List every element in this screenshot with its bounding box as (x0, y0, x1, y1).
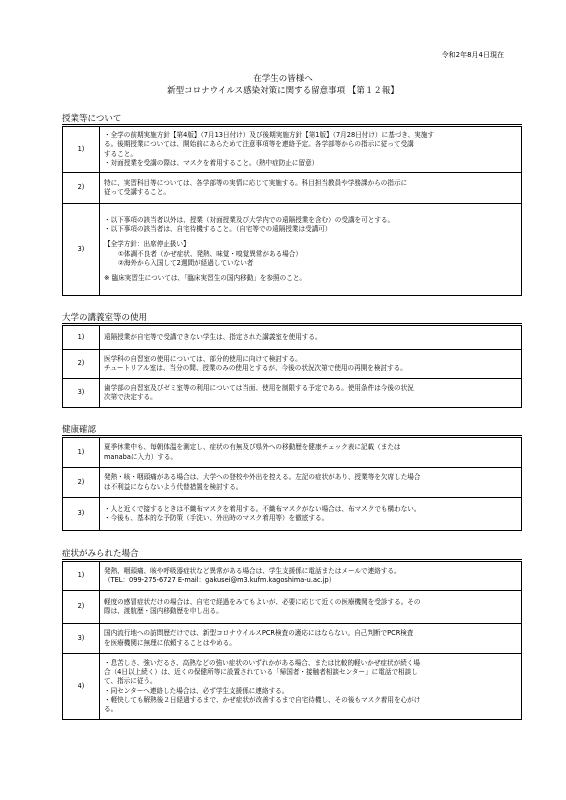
text-line: ・以下事項の該当者以外は、授業（対面授業及び大学内での遠隔授業を含む）の受講を可とする。 (104, 215, 395, 224)
row-content (100, 591, 522, 624)
table-row (63, 468, 522, 498)
row-number: 1) (63, 127, 100, 173)
table-row (63, 438, 522, 468)
text-line: は不利益にならないよう代替措置を検討する。 (104, 482, 243, 491)
text-line: 国内流行地への訪問歴だけでは、新型コロナウイルスPCR検査の適応にはならない。自己判断でPCR検査 (104, 629, 414, 638)
row-number: 3) (63, 498, 100, 531)
document-date: 令和2年8月4日現在 (441, 51, 504, 59)
text-line: 【全学方針：出席停止扱い】 (104, 240, 190, 249)
row-number: 3) (63, 379, 100, 408)
text-line: ・対面授業を受講の際は、マスクを着用すること。（熱中症防止に留意） (104, 158, 319, 167)
table-row (63, 562, 522, 591)
row-content (100, 350, 522, 379)
classrooms-table (62, 325, 522, 408)
row-content (100, 127, 522, 173)
section-divider (62, 435, 522, 436)
text-line: る。 (104, 704, 118, 713)
text-line: 歯学部の自習室及びゼミ室等の利用については当面、使用を制限する予定である。使用条件は今後の状況 (104, 383, 414, 392)
row-number: 2) (63, 591, 100, 624)
row-content (100, 438, 522, 468)
row-content (100, 379, 522, 408)
text-line: 遠隔授業が自宅等で受講できない学生は、指定された講義室を使用する。 (104, 332, 322, 341)
text-line: 従って受講すること。 (104, 188, 170, 196)
text-line: 軽度の感冒症状だけの場合は、自宅で経過をみてもよいが、必要に応じて近くの医療機関を受診する。その (104, 597, 421, 606)
row-content (100, 562, 522, 591)
row-number: 3) (63, 204, 100, 296)
table-row (63, 379, 522, 408)
text-line: 次第で決定する。 (104, 393, 157, 401)
text-line: ・今後も、基本的な予防策（手洗い、外出時のマスク着用等）を徹底する。 (104, 514, 329, 522)
row-content (100, 624, 522, 654)
text-line: 合（4日以上続く）は、近くの保健所等に設置されている「帰国者・接触者相談センター」に電話で相談し (104, 668, 418, 677)
table-row (63, 591, 522, 624)
section-heading-classrooms: 大学の講義室等の使用 (62, 313, 148, 323)
section-divider (62, 124, 522, 125)
row-content (100, 654, 522, 720)
row-content (100, 173, 522, 204)
table-row (63, 350, 522, 379)
table-row (63, 498, 522, 531)
row-number: 2) (63, 468, 100, 498)
text-line: 発熱・咳・咽頭痛がある場合は、大学への登校や外出を控える。左記の症状があり、授業等を欠席した場合 (104, 473, 421, 482)
text-line: ②海外から入国して2週間が経過していない者 (118, 258, 254, 267)
section-heading-symptoms: 症状がみられた場合 (62, 549, 139, 559)
row-number: 1) (63, 562, 100, 591)
text-line: ・全学の前期実施方針【第4版】（7月13日付け）及び後期実施方針【第1版】（7月28日付け）に基づき、実施す (104, 131, 435, 140)
document-title-line2: 新型コロナウイルス感染対策に関する留意事項 【第１２報】 (167, 86, 399, 96)
table-row (63, 326, 522, 350)
text-line: ※ 臨床実習生については、「臨床実習生の国内移動」を参照のこと。 (104, 273, 306, 282)
text-line: ①体調不良者（かぜ症状、発熱、味覚・嗅覚異常がある場合） (118, 249, 302, 258)
text-line: ・息苦しさ、強いだるさ、高熱などの強い症状のいずれかがある場合、または比較的軽いかぜ症状が続く場 (104, 658, 420, 667)
text-line: すること。 (104, 149, 137, 158)
row-number: 1) (63, 438, 100, 468)
text-line: （TEL：099-275-6727 E-mail：gakusei@m3.kufm.kagoshima-u.ac.jp） (104, 576, 336, 584)
row-number: 3) (63, 624, 100, 654)
table-row (63, 624, 522, 654)
text-line: manabaに入力）する。 (104, 452, 178, 461)
row-content (100, 326, 522, 350)
table-row (63, 173, 522, 204)
symptoms-table (62, 561, 522, 720)
row-content (100, 204, 522, 296)
row-number: 2) (63, 173, 100, 204)
text-line: ・人と近くで接するときは不織布マスクを着用する。不織布マスクがない場合は、布マスクでも構わない。 (104, 504, 421, 513)
row-content (100, 498, 522, 531)
table-row (63, 654, 522, 720)
text-line: を医療機関に無理に依頼することはやめる。 (104, 638, 236, 647)
health-table (62, 437, 522, 531)
section-heading-classes: 授業等について (62, 114, 122, 124)
section-divider (62, 559, 522, 560)
row-number: 2) (63, 350, 100, 379)
text-line: ・同センターへ連絡した場合は、必ず学生支援係に連絡する。 (104, 686, 289, 695)
section-heading-health: 健康確認 (62, 425, 97, 435)
text-line: る。後期授業については、開始前にあらためて注意事項等を連絡予定。各学部等からの指示に従って受講 (104, 140, 414, 149)
row-number: 1) (63, 326, 100, 350)
text-line: 際は、渡航歴・国内移動歴を申し出る。 (104, 607, 223, 615)
document-title-line1: 在学生の皆様へ (253, 74, 313, 84)
text-line: ・以下事項の該当者は、自宅待機すること。（自宅等での遠隔授業は受講可） (104, 225, 332, 234)
text-line: 医学科の自習室の使用については、部分的使用に向けて検討する。 (104, 354, 302, 363)
row-number: 4) (63, 654, 100, 720)
section-divider (62, 323, 522, 324)
text-line: 特に、実習科目等については、各学部等の実情に応じて実施する。科目担当教員や学務課からの指示に (104, 178, 408, 187)
classes-table (62, 126, 522, 296)
text-line: て、指示に従う。 (104, 677, 157, 686)
text-line: チュートリアル室は、当分の間、授業のみの使用とするが、今後の状況次第で使用の再開を検討する。 (104, 364, 407, 372)
text-line: 発熱、咽頭痛、咳や呼吸器症状など異常がある場合は、学生支援係に電話またはメールで連絡する。 (104, 566, 401, 575)
text-line: ・軽快しても解熱後２日経過するまで、かぜ症状が改善するまで自宅待機し、その後もマスク着用を心がけ (104, 695, 421, 704)
table-row (63, 204, 522, 296)
table-row (63, 127, 522, 173)
row-content (100, 468, 522, 498)
text-line: 夏季休業中も、毎朝体温を測定し、症状の有無及び県外への移動歴を健康チェック表に記載（または (104, 443, 401, 452)
